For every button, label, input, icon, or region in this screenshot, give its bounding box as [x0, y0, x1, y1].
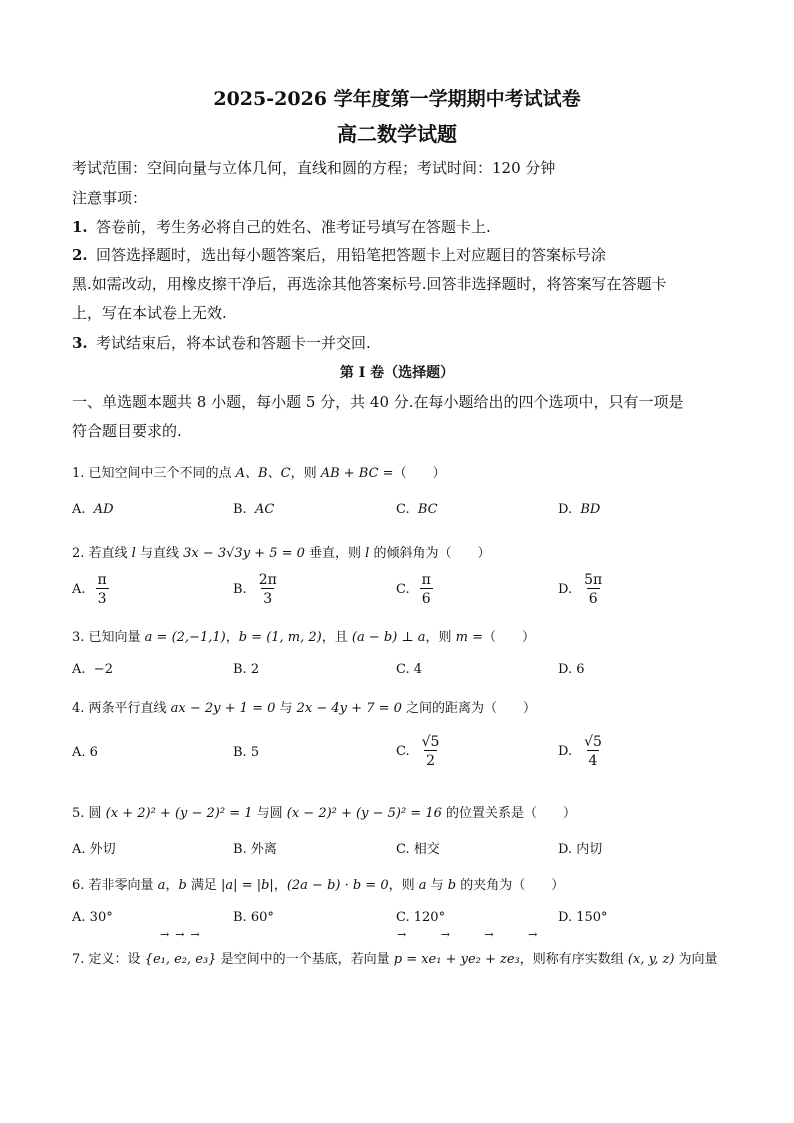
answer-blank: 的夹角为（ ）	[456, 878, 565, 893]
option-a: A. 外切	[72, 842, 116, 857]
math-expr: A、B、C	[235, 466, 291, 481]
question-2	[72, 542, 490, 561]
answer-blank: 的倾斜角为（ ）	[369, 546, 491, 561]
math-expr: (2a − b) · b = 0	[286, 878, 389, 893]
math-expr: (x + 2)² + (y − 2)² = 1	[105, 806, 253, 821]
notice-item-3	[72, 332, 732, 353]
option-a: A. $\frac{\pi}{3}$	[72, 572, 107, 607]
notice-number: 3.	[72, 334, 88, 352]
option-b: B. 5	[233, 745, 260, 760]
question-text: 垂直，则	[304, 546, 366, 561]
math-expr: 2x − 4y + 7 = 0	[296, 701, 402, 716]
option-a: A. 6	[72, 745, 98, 760]
math-expr: (a − b) ⊥ a	[351, 630, 426, 645]
option-a: A. 30°	[72, 910, 113, 925]
question-7: 7. 定义：设 {e₁, e₂, e₃} 是空间中的一个基底，若向量 p = xe₁ + ye₂ + ze₃，则称有序实数组 (x, y, z) 为向量	[72, 952, 718, 967]
math-expr: m =	[455, 630, 484, 645]
option-a: A. AD	[72, 502, 114, 517]
option-c: C. 4	[396, 662, 423, 677]
answer-blank: 之间的距离为（ ）	[401, 701, 537, 716]
exam-scope: 考试范围：空间向量与立体几何，直线和圆的方程；考试时间：120 分钟	[72, 159, 556, 177]
math-expr: b = (1, m, 2)	[238, 630, 322, 645]
vector-arrow-marks: → → → →	[397, 928, 544, 941]
math-expr: |a| = |b|	[221, 878, 274, 893]
math-expr: {e₁, e₂, e₃}	[144, 952, 217, 967]
section-desc-cont: 符合题目要求的.	[72, 422, 182, 440]
answer-blank: （ ）	[483, 630, 536, 645]
vector-arrow-marks: →→→	[160, 928, 206, 941]
math-expr: AB + BC =	[320, 466, 394, 481]
option-b: B. $\frac{2\pi}{3}$	[233, 572, 277, 607]
notice-number: 1.	[72, 218, 88, 236]
option-b: B. 60°	[233, 910, 274, 925]
question-1	[72, 462, 446, 481]
math-expr: a = (2,−1,1)	[144, 630, 226, 645]
answer-blank: （ ）	[393, 466, 446, 481]
notice-text: 答卷前，考生务必将自己的姓名、准考证号填写在答题卡上.	[96, 218, 491, 236]
math-expr: (x, y, z)	[627, 952, 675, 967]
question-text: 4. 两条平行直线	[72, 701, 171, 716]
option-b: B. AC	[233, 502, 275, 517]
question-3: 3. 已知向量 a = (2,−1,1)，b = (1, m, 2)，且 (a − b) ⊥ a，则 m =（ ）	[72, 630, 536, 645]
notice-item-2-cont: 黑.如需改动，用橡皮擦干净后，再选涂其他答案标号.回答非选择题时，将答案写在答题卡	[72, 275, 667, 293]
exam-title: 2025-2026 学年度第一学期期中考试试卷	[213, 88, 581, 110]
section-title: 第 I 卷（选择题）	[339, 365, 455, 381]
notice-item-1	[72, 216, 732, 237]
option-c: C. BC	[396, 502, 438, 517]
math-expr: l	[131, 546, 136, 561]
option-d: D. 6	[558, 662, 585, 677]
question-text: 6. 若非零向量	[72, 878, 158, 893]
math-expr: (x − 2)² + (y − 5)² = 16	[286, 806, 442, 821]
option-c: C. 相交	[396, 842, 440, 857]
math-expr: 3x − 3√3y + 5 = 0	[183, 546, 305, 561]
exam-subtitle: 高二数学试题	[337, 122, 457, 146]
question-text: 1. 已知空间中三个不同的点	[72, 466, 236, 481]
option-c: C. $\frac{\pi}{6}$	[396, 572, 431, 607]
option-d: D. $\frac{√5}{4}$	[558, 734, 602, 769]
question-text: 与直线	[135, 546, 184, 561]
option-a: A. −2	[72, 662, 113, 677]
question-4: 4. 两条平行直线 ax − 2y + 1 = 0 与 2x − 4y + 7 = 0 之间的距离为（ ）	[72, 701, 537, 716]
question-text: ，则	[290, 466, 321, 481]
math-expr: l	[365, 546, 370, 561]
notice-text: 考试结束后，将本试卷和答题卡一并交回.	[96, 334, 371, 352]
section-desc: 一、单选题本题共 8 小题，每小题 5 分，共 40 分.在每小题给出的四个选项中，只有一项是	[72, 393, 684, 411]
option-c: C. $\frac{√5}{2}$	[396, 734, 440, 769]
math-expr: ax − 2y + 1 = 0	[170, 701, 276, 716]
option-b: B. 2	[233, 662, 260, 677]
answer-blank: 的位置关系是（ ）	[441, 806, 577, 821]
math-expr: p = xe₁ + ye₂ + ze₃	[393, 952, 520, 967]
question-text: 5. 圆	[72, 806, 106, 821]
option-d: D. 150°	[558, 910, 608, 925]
option-b: B. 外离	[233, 842, 277, 857]
notice-text: 回答选择题时，选出每小题答案后，用铅笔把答题卡上对应题目的答案标号涂	[96, 246, 607, 264]
question-text: 3. 已知向量	[72, 630, 145, 645]
notice-item-2-cont: 上，写在本试卷上无效.	[72, 304, 227, 322]
notice-number: 2.	[72, 246, 88, 264]
option-d: D. 内切	[558, 842, 603, 857]
option-c: C. 120°	[396, 910, 446, 925]
notice-title: 注意事项：	[72, 189, 148, 207]
option-d: D. $\frac{5\pi}{6}$	[558, 572, 603, 607]
question-text: 2. 若直线	[72, 546, 132, 561]
question-text: 7. 定义：设	[72, 952, 145, 967]
notice-item-2	[72, 244, 732, 265]
question-6: 6. 若非零向量 a，b 满足 |a| = |b|，(2a − b) · b = 0，则 a 与 b 的夹角为（ ）	[72, 878, 565, 893]
option-d: D. BD	[558, 502, 601, 517]
question-5: 5. 圆 (x + 2)² + (y − 2)² = 1 与圆 (x − 2)² + (y − 5)² = 16 的位置关系是（ ）	[72, 806, 577, 821]
